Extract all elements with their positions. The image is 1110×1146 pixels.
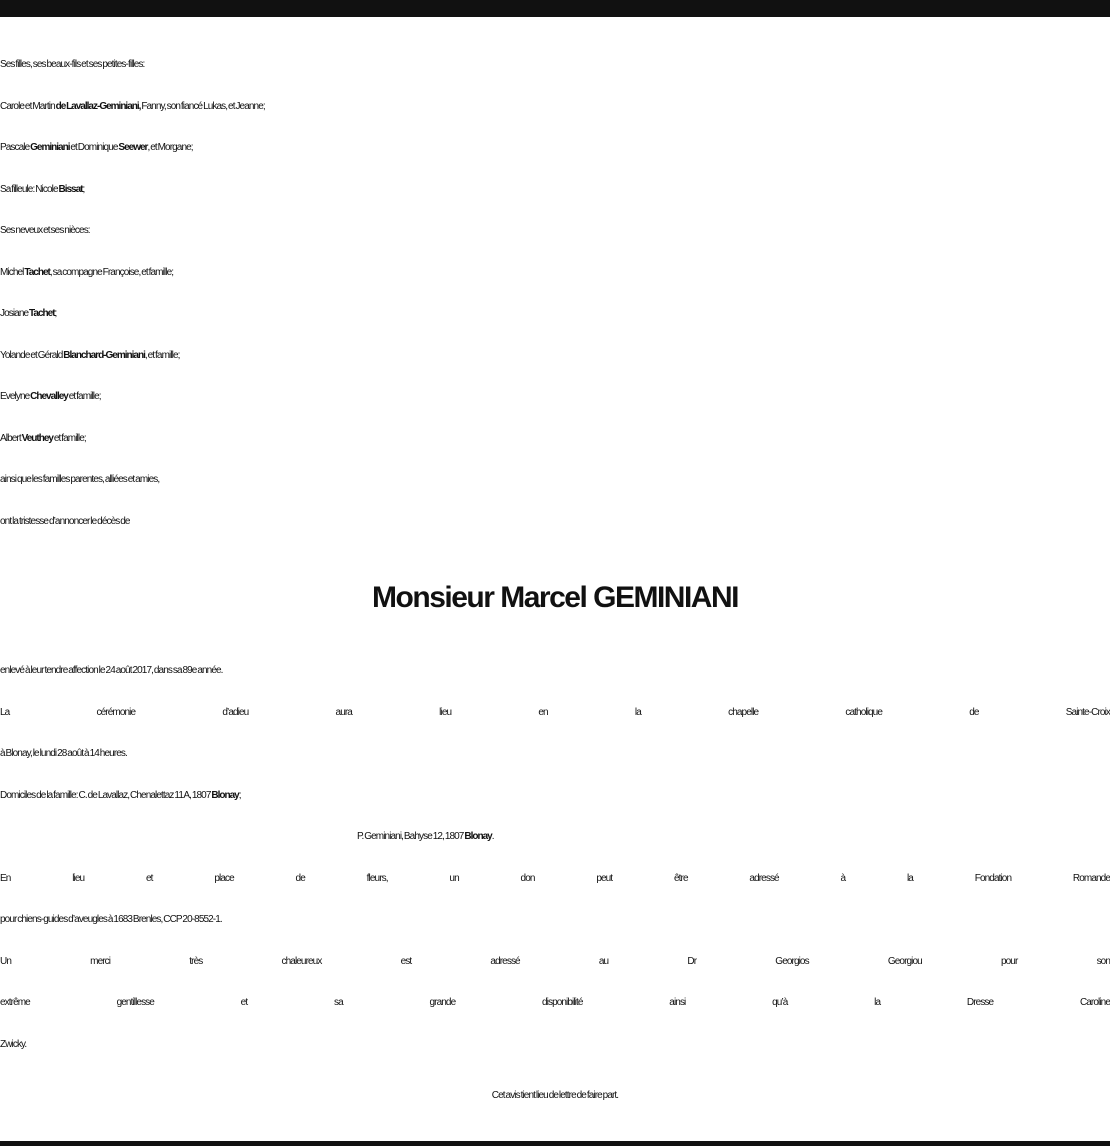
family-line-1: Carole et Martin de Lavallaz-Geminiani, Fanny, son fiancé Lukas, et Jeanne; [0, 100, 265, 112]
bold-place: Blonay [211, 789, 239, 801]
domicile-line-1: Domiciles de la famille: C. de Lavallaz, Chenalettaz 11 A, 1807 Blonay; [0, 789, 241, 801]
thanks-line-1: Un merci très chaleureux est adressé au Dr Georgios Georgiou pour son [0, 955, 1110, 967]
flowers-line-1: En lieu et place de fleurs, un don peut être adressé à la Fondation Romande [0, 872, 1110, 884]
nephews-heading: Ses neveux et ses nièces: [0, 225, 90, 236]
bold-name: Geminiani [30, 142, 70, 153]
bold-name: de Lavallaz-Geminiani, [55, 100, 141, 112]
closing-line: Cet avis tient lieu de lettre de faire part. [491, 1090, 619, 1101]
family-line-3: Sa filleule: Nicole Bissat; [0, 183, 85, 195]
family-line-7: Evelyne Chevalley et famille; [0, 391, 101, 402]
obituary-notice [0, 44, 1110, 1117]
bold-name: Blanchard-Geminiani [63, 349, 145, 361]
domicile-line-2: P. Geminiani, Bahyse 12, 1807 Blonay. [357, 831, 494, 842]
family-heading: Ses filles, ses beaux-fils et ses petites-filles: [0, 59, 145, 70]
family-line-4: Michel Tachet, sa compagne Françoise, et famille; [0, 266, 174, 278]
flowers-line-2: pour chiens-guides d’aveugles à 1683 Brenles, CCP 20-8552-1. [0, 914, 222, 925]
bold-name: Chevalley [30, 391, 68, 402]
deceased-name: Monsieur Marcel GEMINIANI [372, 581, 738, 614]
details-block [0, 650, 1110, 1065]
ceremony-line-1: La cérémonie d’adieu aura lieu en la chapelle catholique de Sainte-Croix [0, 706, 1110, 718]
top-rule [0, 0, 1110, 17]
bold-name: Bissat [58, 183, 83, 195]
bold-name: Tachet [29, 308, 55, 319]
family-line-2: Pascale Geminiani et Dominique Seewer, et Morgane; [0, 142, 193, 153]
family-line-10: ont la tristesse d’annoncer le décès de [0, 515, 130, 527]
ceremony-line-2: à Blonay, le lundi 28 août à 14 heures. [0, 748, 127, 759]
thanks-line-3: Zwicky. [0, 1038, 27, 1050]
bold-name: Seewer [118, 142, 148, 153]
bottom-rule [0, 1141, 1110, 1146]
passing-line: enlevé à leur tendre affection le 24 août 2017, dans sa 89e année. [0, 665, 223, 676]
family-line-8: Albert Veuthey et famille; [0, 432, 86, 444]
bold-name: Tachet [24, 266, 50, 278]
thanks-line-2: extrême gentillesse et sa grande disponibilité ainsi qu’à la Dresse Caroline [0, 997, 1110, 1008]
family-line-9: ainsi que les familles parentes, alliées et amies, [0, 474, 160, 485]
bold-name: Veuthey [21, 432, 53, 444]
family-line-6: Yolande et Gérald Blanchard-Geminiani, et famille; [0, 349, 180, 361]
family-line-5: Josiane Tachet; [0, 308, 57, 319]
bold-place: Blonay [464, 831, 492, 842]
